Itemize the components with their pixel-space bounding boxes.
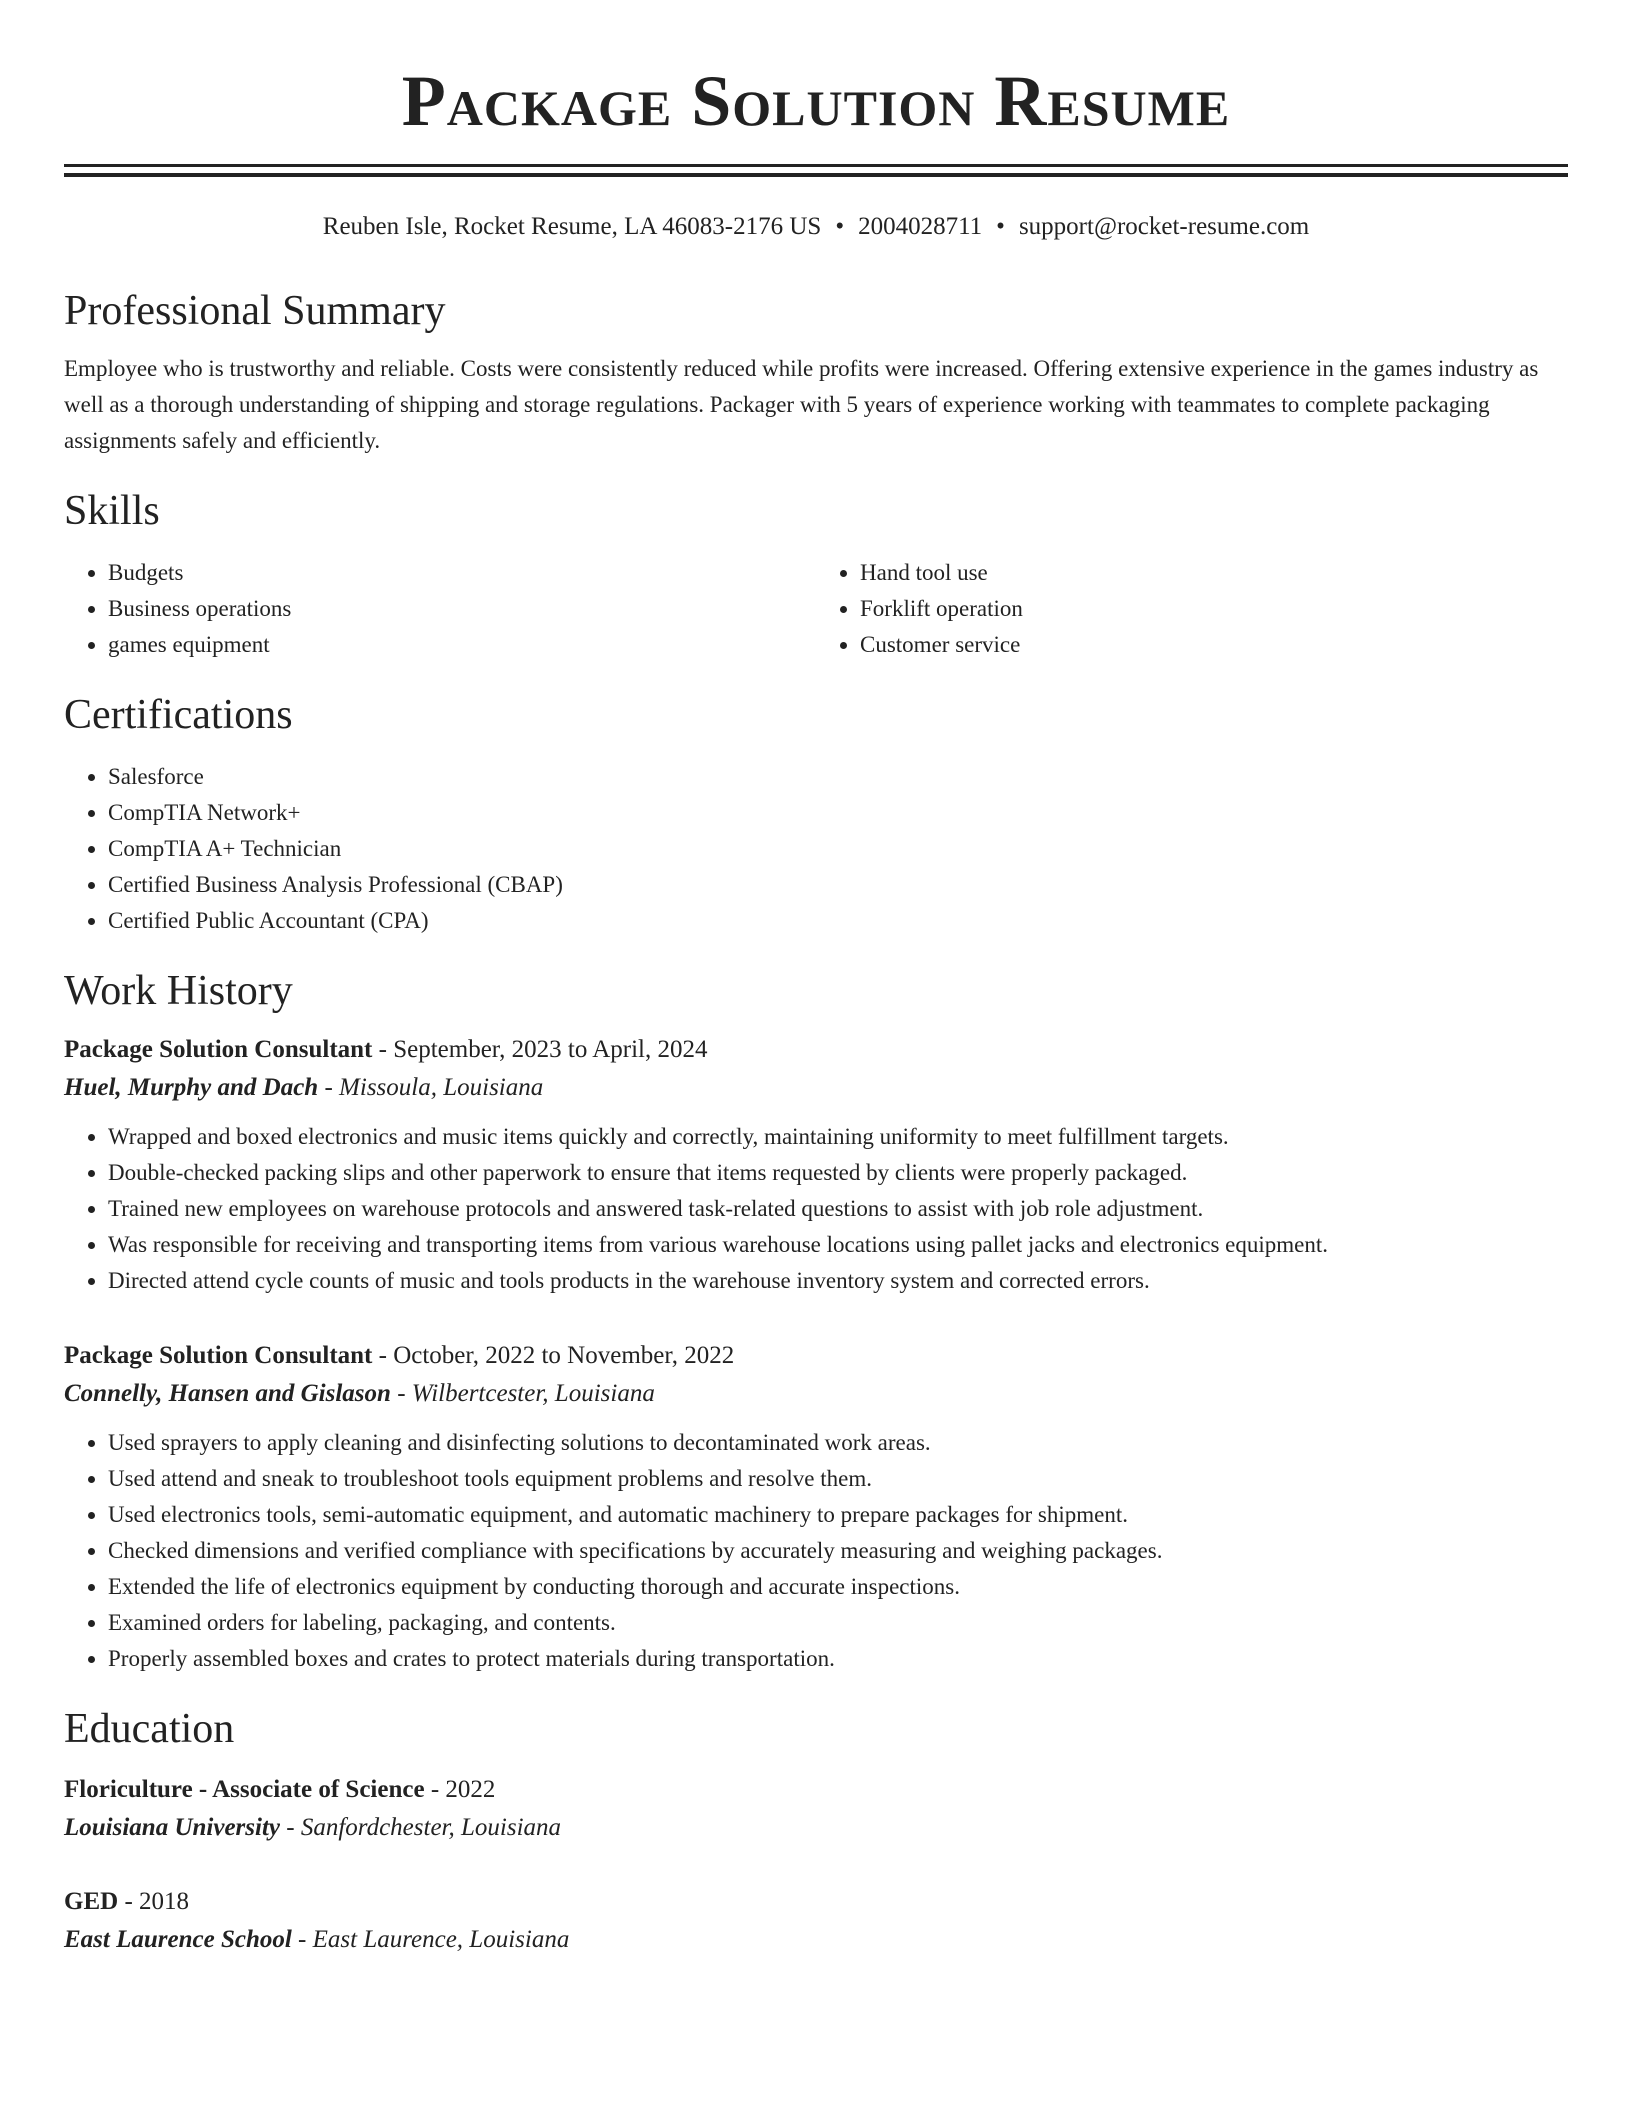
title-rule-top bbox=[64, 164, 1568, 167]
job-employer-line bbox=[64, 1375, 1568, 1413]
job-bullet: • Wrapped and boxed electronics and music items quickly and correctly, maintaining uniformity to meet fulfillment targets. bbox=[108, 1119, 1568, 1155]
education-degree: Floriculture - Associate of Science bbox=[64, 1776, 425, 1803]
certification-item: • Certified Public Accountant (CPA) bbox=[108, 903, 1568, 939]
education-year: - 2022 bbox=[424, 1776, 496, 1803]
education-heading: Education bbox=[64, 1706, 235, 1752]
contact-line bbox=[64, 211, 1568, 243]
education-school-line bbox=[64, 1921, 1568, 1959]
contact-email: support@rocket-resume.com bbox=[1018, 213, 1310, 240]
summary-heading: Professional Summary bbox=[64, 288, 446, 334]
job-bullet: • Used electronics tools, semi-automatic equipment, and automatic machinery to prepare packages for shipment. bbox=[108, 1497, 1568, 1533]
job-location: - Wilbertcester, Louisiana bbox=[390, 1380, 655, 1407]
job-bullet: • Extended the life of electronics equipment by conducting thorough and accurate inspections. bbox=[108, 1569, 1568, 1605]
job-bullet: • Used sprayers to apply cleaning and disinfecting solutions to decontaminated work areas. bbox=[108, 1425, 1568, 1461]
education-year: - 2018 bbox=[118, 1888, 190, 1915]
education-school-line bbox=[64, 1809, 1568, 1847]
job-location: - Missoula, Louisiana bbox=[318, 1074, 544, 1101]
education-location: - Sanfordchester, Louisiana bbox=[280, 1814, 562, 1841]
job-entry bbox=[64, 1337, 1568, 1677]
skills-list-left bbox=[64, 555, 816, 663]
certification-item: • Salesforce bbox=[108, 759, 1568, 795]
education-entry bbox=[64, 1771, 1568, 1847]
education-entry bbox=[64, 1883, 1568, 1959]
job-dates: - September, 2023 to April, 2024 bbox=[372, 1036, 708, 1063]
resume-title: Package Solution Resume bbox=[401, 61, 1231, 141]
education-degree-line bbox=[64, 1771, 1568, 1809]
job-bullet: • Checked dimensions and verified compliance with specifications by accurately measuring and weighing packages. bbox=[108, 1533, 1568, 1569]
skills-columns bbox=[64, 555, 1568, 663]
skill-item: • Customer service bbox=[860, 627, 1568, 663]
title-rule-bottom bbox=[64, 173, 1568, 177]
job-employer: Huel, Murphy and Dach bbox=[64, 1074, 319, 1101]
skills-list-right bbox=[816, 555, 1568, 663]
job-bullet: • Examined orders for labeling, packaging, and contents. bbox=[108, 1605, 1568, 1641]
work-history-heading: Work History bbox=[64, 968, 293, 1014]
certification-item: • CompTIA A+ Technician bbox=[108, 831, 1568, 867]
education-location: - East Laurence, Louisiana bbox=[291, 1926, 570, 1953]
job-title: Package Solution Consultant bbox=[64, 1342, 373, 1369]
job-title-line bbox=[64, 1031, 1568, 1069]
certifications-list bbox=[64, 759, 1568, 939]
education-school: Louisiana University bbox=[64, 1814, 280, 1841]
job-bullet: • Directed attend cycle counts of music and tools products in the warehouse inventory system and corrected errors. bbox=[108, 1263, 1568, 1299]
job-dates: - October, 2022 to November, 2022 bbox=[372, 1342, 735, 1369]
job-employer-line bbox=[64, 1069, 1568, 1107]
contact-separator: • bbox=[996, 213, 1005, 240]
job-bullet: • Used attend and sneak to troubleshoot tools equipment problems and resolve them. bbox=[108, 1461, 1568, 1497]
job-bullet: • Was responsible for receiving and transporting items from various warehouse locations using pallet jacks and electronics equipment. bbox=[108, 1227, 1568, 1263]
job-bullets bbox=[64, 1119, 1568, 1299]
job-entry bbox=[64, 1031, 1568, 1299]
job-bullets bbox=[64, 1425, 1568, 1677]
education-degree-line bbox=[64, 1883, 1568, 1921]
contact-separator: • bbox=[835, 213, 845, 240]
skill-item: • Forklift operation bbox=[860, 591, 1568, 627]
certification-item: • CompTIA Network+ bbox=[108, 795, 1568, 831]
contact-address: Reuben Isle, Rocket Resume, LA 46083-2176 US bbox=[322, 213, 822, 240]
certifications-heading: Certifications bbox=[64, 692, 293, 738]
education-degree: GED bbox=[64, 1888, 119, 1915]
job-bullet: • Properly assembled boxes and crates to protect materials during transportation. bbox=[108, 1641, 1568, 1677]
education-school: East Laurence School bbox=[64, 1926, 292, 1953]
skill-item: • games equipment bbox=[108, 627, 816, 663]
job-employer: Connelly, Hansen and Gislason bbox=[64, 1380, 391, 1407]
job-title-line bbox=[64, 1337, 1568, 1375]
job-bullet: • Trained new employees on warehouse protocols and answered task-related questions to assist with job role adjustment. bbox=[108, 1191, 1568, 1227]
job-title: Package Solution Consultant bbox=[64, 1036, 373, 1063]
skill-item: • Hand tool use bbox=[860, 555, 1568, 591]
skill-item: • Business operations bbox=[108, 591, 816, 627]
contact-phone: 2004028711 bbox=[858, 213, 983, 240]
certification-item: • Certified Business Analysis Professional (CBAP) bbox=[108, 867, 1568, 903]
summary-text: Employee who is trustworthy and reliable. Costs were consistently reduced while profits were increased. Offering extensive experience in the games industry as well as a thorough understanding of shipping and storage regulations. Packager with 5 years of experience working with teammates to complete packaging assignments safely and efficiently. bbox=[64, 356, 1539, 453]
skills-heading: Skills bbox=[64, 488, 160, 534]
skill-item: • Budgets bbox=[108, 555, 816, 591]
job-bullet: • Double-checked packing slips and other paperwork to ensure that items requested by clients were properly packaged. bbox=[108, 1155, 1568, 1191]
